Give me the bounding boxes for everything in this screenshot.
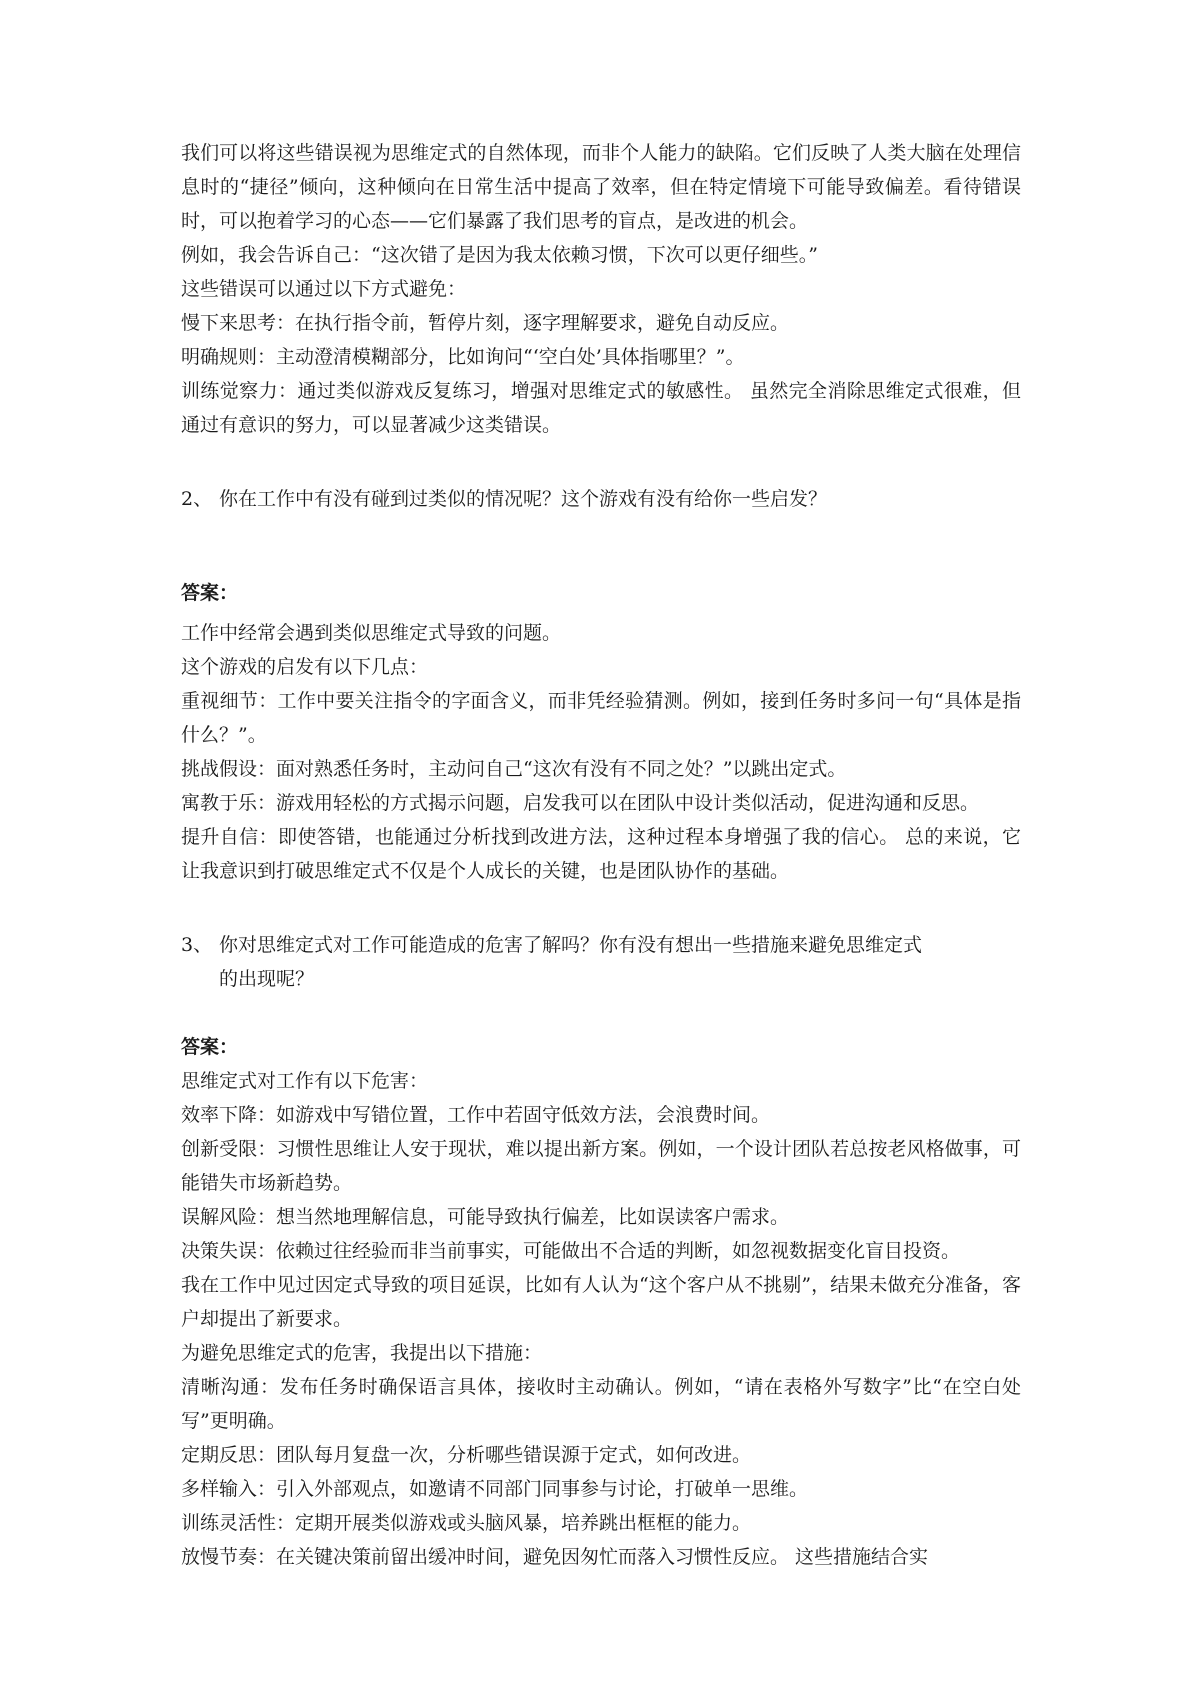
list-item: 放慢节奏：在关键决策前留出缓冲时间，避免因匆忙而落入习惯性反应。 这些措施结合实: [181, 1546, 929, 1568]
list-item: 提升自信：即使答错，也能通过分析找到改进方法，这种过程本身增强了我的信心。 总的来说，它让我意识到打破思维定式不仅是个人成长的关键，也是团队协作的基础。: [181, 826, 1021, 882]
list-item: 训练灵活性：定期开展类似游戏或头脑风暴，培养跳出框框的能力。: [181, 1512, 752, 1534]
list-item: 慢下来思考：在执行指令前，暂停片刻，逐字理解要求，避免自动反应。: [181, 312, 790, 334]
list-item: 创新受限：习惯性思维让人安于现状，难以提出新方案。例如，一个设计团队若总按老风格做事，可能错失市场新趋势。: [181, 1138, 1021, 1194]
list-item: 挑战假设：面对熟悉任务时，主动问自己“这次有没有不同之处？”以跳出定式。: [181, 758, 847, 780]
list-item: 清晰沟通：发布任务时确保语言具体，接收时主动确认。例如，“请在表格外写数字”比“在空白处写”更明确。: [181, 1376, 1021, 1432]
paragraph: 为避免思维定式的危害，我提出以下措施：: [181, 1342, 543, 1364]
list-item: 决策失误：依赖过往经验而非当前事实，可能做出不合适的判断，如忽视数据变化盲目投资。: [181, 1240, 961, 1262]
paragraph: 这些错误可以通过以下方式避免：: [181, 278, 467, 300]
question-text: 你对思维定式对工作可能造成的危害了解吗？你有没有想出一些措施来避免思维定式: [219, 934, 923, 956]
list-item: 误解风险：想当然地理解信息，可能导致执行偏差，比如误读客户需求。: [181, 1206, 790, 1228]
list-item: 定期反思：团队每月复盘一次，分析哪些错误源于定式，如何改进。: [181, 1444, 752, 1466]
list-item: 训练觉察力：通过类似游戏反复练习，增强对思维定式的敏感性。 虽然完全消除思维定式很难，但通过有意识的努力，可以显著减少这类错误。: [181, 380, 1021, 436]
answer-heading: 答案：: [181, 1036, 239, 1058]
answer-3-text: [181, 1064, 1021, 1574]
question-number: 2、: [181, 488, 213, 510]
answer-2-text: [181, 616, 1021, 888]
question-3: [181, 928, 1021, 996]
list-item: 寓教于乐：游戏用轻松的方式揭示问题，启发我可以在团队中设计类似活动，促进沟通和反思。: [181, 792, 980, 814]
list-item: 明确规则：主动澄清模糊部分，比如询问“‘空白处’具体指哪里？”。: [181, 346, 745, 368]
list-item: 效率下降：如游戏中写错位置，工作中若固守低效方法，会浪费时间。: [181, 1104, 771, 1126]
question-2: [181, 482, 1021, 516]
document-body: [181, 136, 1021, 1574]
question-number: 3、: [181, 934, 213, 956]
list-item: 多样输入：引入外部观点，如邀请不同部门同事参与讨论，打破单一思维。: [181, 1478, 809, 1500]
paragraph: 工作中经常会遇到类似思维定式导致的问题。: [181, 622, 562, 644]
paragraph: 我在工作中见过因定式导致的项目延误，比如有人认为“这个客户从不挑剔”，结果未做充分准备，客户却提出了新要求。: [181, 1274, 1021, 1330]
list-item: 重视细节：工作中要关注指令的字面含义，而非凭经验猜测。例如，接到任务时多问一句“具体是指什么？”。: [181, 690, 1021, 746]
paragraph: 思维定式对工作有以下危害：: [181, 1070, 429, 1092]
section1-answer-text: [181, 136, 1021, 442]
paragraph: 我们可以将这些错误视为思维定式的自然体现，而非个人能力的缺陷。它们反映了人类大脑在处理信息时的“捷径”倾向，这种倾向在日常生活中提高了效率，但在特定情境下可能导致偏差。看待错误时，可以抱着学习的心态——它们暴露了我们思考的盲点，是改进的机会。: [181, 142, 1021, 232]
question-text: 你在工作中有没有碰到过类似的情况呢？这个游戏有没有给你一些启发？: [219, 488, 828, 510]
question-text-continued: 的出现呢？: [219, 968, 315, 990]
answer-heading: 答案：: [181, 582, 239, 604]
paragraph: 这个游戏的启发有以下几点：: [181, 656, 429, 678]
paragraph: 例如，我会告诉自己：“这次错了是因为我太依赖习惯，下次可以更仔细些。”: [181, 244, 818, 266]
